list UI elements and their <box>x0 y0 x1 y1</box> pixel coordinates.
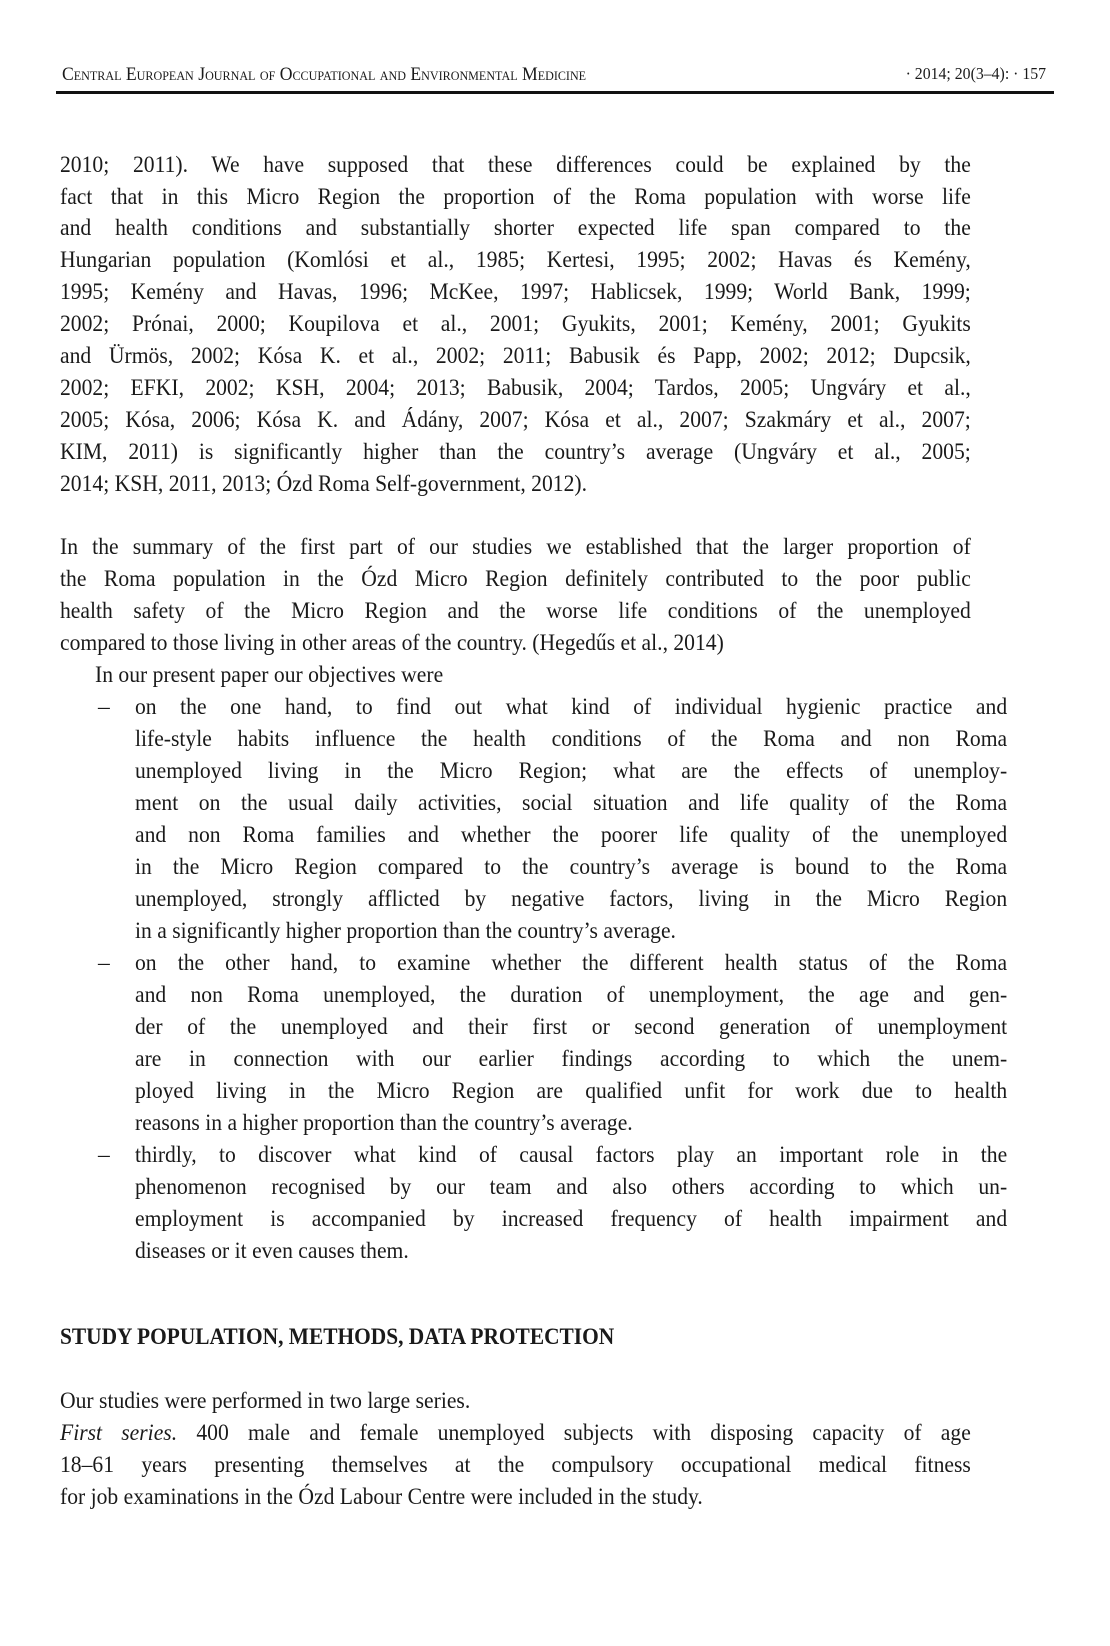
text-line: diseases or it even causes them. <box>135 1238 409 1264</box>
text-line: for job examinations in the Ózd Labour Centre were included in the study. <box>60 1484 703 1510</box>
text-line: ployed living in the Micro Region are qualified unfit for work due to health <box>135 1078 1008 1104</box>
text-line: employment is accompanied by increased frequency of health impairment and <box>135 1206 1008 1232</box>
text-line: KIM, 2011) is significantly higher than the country’s average (Ungváry et al., 2005; <box>60 439 971 465</box>
running-header <box>56 58 1054 88</box>
text-line: Hungarian population (Komlósi et al., 1985; Kertesi, 1995; 2002; Havas és Kemény, <box>60 247 971 273</box>
text-line: the Roma population in the Ózd Micro Region definitely contributed to the poor public <box>60 566 971 592</box>
text-line: in a significantly higher proportion than the country’s average. <box>135 918 676 944</box>
text-line: phenomenon recognised by our team and also others according to which un- <box>135 1174 1008 1200</box>
text-line: unemployed living in the Micro Region; what are the effects of unemploy- <box>135 758 1008 784</box>
first-series-label: First series. <box>60 1420 178 1446</box>
text-line <box>60 1418 971 1448</box>
text-span: 400 male and female unemployed subjects with disposing capacity of age <box>177 1420 971 1446</box>
text-line: Our studies were performed in two large series. <box>60 1388 471 1414</box>
text-line: 2005; Kósa, 2006; Kósa K. and Ádány, 2007; Kósa et al., 2007; Szakmáry et al., 2007; <box>60 407 971 433</box>
dash-bullet: – <box>98 950 110 976</box>
text-line: 2014; KSH, 2011, 2013; Ózd Roma Self-government, 2012). <box>60 471 588 497</box>
text-line: thirdly, to discover what kind of causal factors play an important role in the <box>135 1142 1008 1168</box>
text-line: and non Roma unemployed, the duration of unemployment, the age and gen- <box>135 982 1008 1008</box>
text-line: ment on the usual daily activities, social situation and life quality of the Roma <box>135 790 1008 816</box>
text-line: unemployed, strongly afflicted by negative factors, living in the Micro Region <box>135 886 1008 912</box>
text-line: 2010; 2011). We have supposed that these differences could be explained by the <box>60 152 971 178</box>
text-line: health safety of the Micro Region and the worse life conditions of the unemployed <box>60 598 971 624</box>
text-line: In the summary of the first part of our studies we established that the larger proportion of <box>60 534 971 560</box>
text-line: on the one hand, to find out what kind of individual hygienic practice and <box>135 694 1008 720</box>
text-line: on the other hand, to examine whether the different health status of the Roma <box>135 950 1008 976</box>
text-line: and health conditions and substantially shorter expected life span compared to the <box>60 215 971 241</box>
text-line: compared to those living in other areas of the country. (Hegedűs et al., 2014) <box>60 630 724 656</box>
journal-title: Central European Journal of Occupational and Environmental Medicine <box>62 64 587 85</box>
text-line: 2002; Prónai, 2000; Koupilova et al., 2001; Gyukits, 2001; Kemény, 2001; Gyukits <box>60 311 971 337</box>
text-line: life-style habits influence the health conditions of the Roma and non Roma <box>135 726 1008 752</box>
text-line: and non Roma families and whether the poorer life quality of the unemployed <box>135 822 1008 848</box>
text-line: 2002; EFKI, 2002; KSH, 2004; 2013; Babusik, 2004; Tardos, 2005; Ungváry et al., <box>60 375 971 401</box>
text-line: 1995; Kemény and Havas, 1996; McKee, 1997; Hablicsek, 1999; World Bank, 1999; <box>60 279 971 305</box>
text-line: and Ürmös, 2002; Kósa K. et al., 2002; 2011; Babusik és Papp, 2002; 2012; Dupcsik, <box>60 343 971 369</box>
header-rule <box>56 91 1054 94</box>
text-line: are in connection with our earlier findings according to which the unem- <box>135 1046 1008 1072</box>
section-heading: STUDY POPULATION, METHODS, DATA PROTECTION <box>60 1324 615 1349</box>
dash-bullet: – <box>98 1142 110 1168</box>
text-line: reasons in a higher proportion than the country’s average. <box>135 1110 633 1136</box>
dash-bullet: – <box>98 694 110 720</box>
objectives-intro: In our present paper our objectives were <box>95 662 444 688</box>
text-line: in the Micro Region compared to the country’s average is bound to the Roma <box>135 854 1008 880</box>
issue-page-number: · 2014; 20(3–4): · 157 <box>905 64 1046 83</box>
text-line: der of the unemployed and their first or second generation of unemployment <box>135 1014 1008 1040</box>
text-line: 18–61 years presenting themselves at the compulsory occupational medical fitness <box>60 1452 971 1478</box>
text-line: fact that in this Micro Region the proportion of the Roma population with worse life <box>60 184 971 210</box>
